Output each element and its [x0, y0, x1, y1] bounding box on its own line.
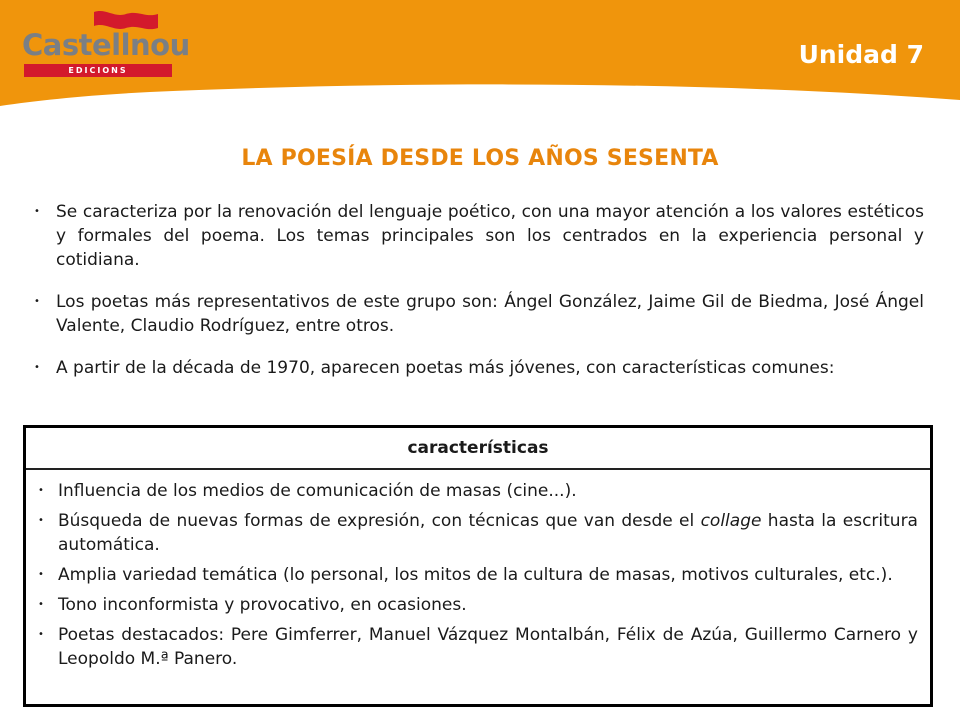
logo-tagline: EDICIONS	[24, 64, 172, 77]
unit-label: Unidad 7	[798, 40, 924, 69]
list-item	[36, 479, 918, 503]
bullet-icon: •	[34, 296, 40, 307]
header-banner	[0, 0, 960, 112]
logo-wordmark: Castellnou	[22, 28, 190, 62]
bullet-icon: •	[38, 515, 44, 526]
bullet-icon: •	[38, 599, 44, 610]
item-text-before: Búsqueda de nuevas formas de expresión, con técnicas que van desde el	[58, 511, 701, 531]
list-item	[32, 200, 924, 272]
list-item	[32, 290, 924, 338]
castellnou-logo	[20, 8, 190, 78]
bullet-text: Los poetas más representativos de este grupo son: Ángel González, Jaime Gil de Biedma, José Ángel Valente, Claudio Rodríguez, entre otros.	[56, 292, 924, 336]
bullet-text: Se caracteriza por la renovación del lenguaje poético, con una mayor atención a los valores estéticos y formales del poema. Los temas principales son los centrados en la experiencia personal y cotidiana.	[56, 202, 924, 270]
list-item	[32, 356, 924, 380]
page-title: LA POESÍA DESDE LOS AÑOS SESENTA	[241, 146, 719, 171]
characteristics-box	[23, 425, 933, 707]
bullet-icon: •	[38, 485, 44, 496]
item-text: Amplia variedad temática (lo personal, los mitos de la cultura de masas, motivos culturales, etc.).	[58, 565, 893, 585]
bullet-text: A partir de la década de 1970, aparecen poetas más jóvenes, con características comunes:	[56, 358, 835, 378]
list-item	[36, 593, 918, 617]
characteristics-list	[26, 479, 930, 671]
bullet-icon: •	[38, 629, 44, 640]
intro-bullet-list	[32, 200, 924, 380]
list-item	[36, 563, 918, 587]
characteristics-heading: características	[26, 428, 930, 470]
bullet-icon: •	[34, 362, 40, 373]
bullet-icon: •	[34, 206, 40, 217]
item-text: Tono inconformista y provocativo, en ocasiones.	[58, 595, 467, 615]
item-text: Poetas destacados: Pere Gimferrer, Manuel Vázquez Montalbán, Félix de Azúa, Guillermo Carnero y Leopoldo M.ª Panero.	[58, 625, 918, 669]
bullet-icon: •	[38, 569, 44, 580]
list-item	[36, 623, 918, 671]
item-text-italic: collage	[700, 511, 762, 531]
list-item	[36, 509, 918, 557]
item-text: Influencia de los medios de comunicación de masas (cine...).	[58, 481, 577, 501]
item-text-after: hasta la escritura automática.	[58, 511, 918, 555]
